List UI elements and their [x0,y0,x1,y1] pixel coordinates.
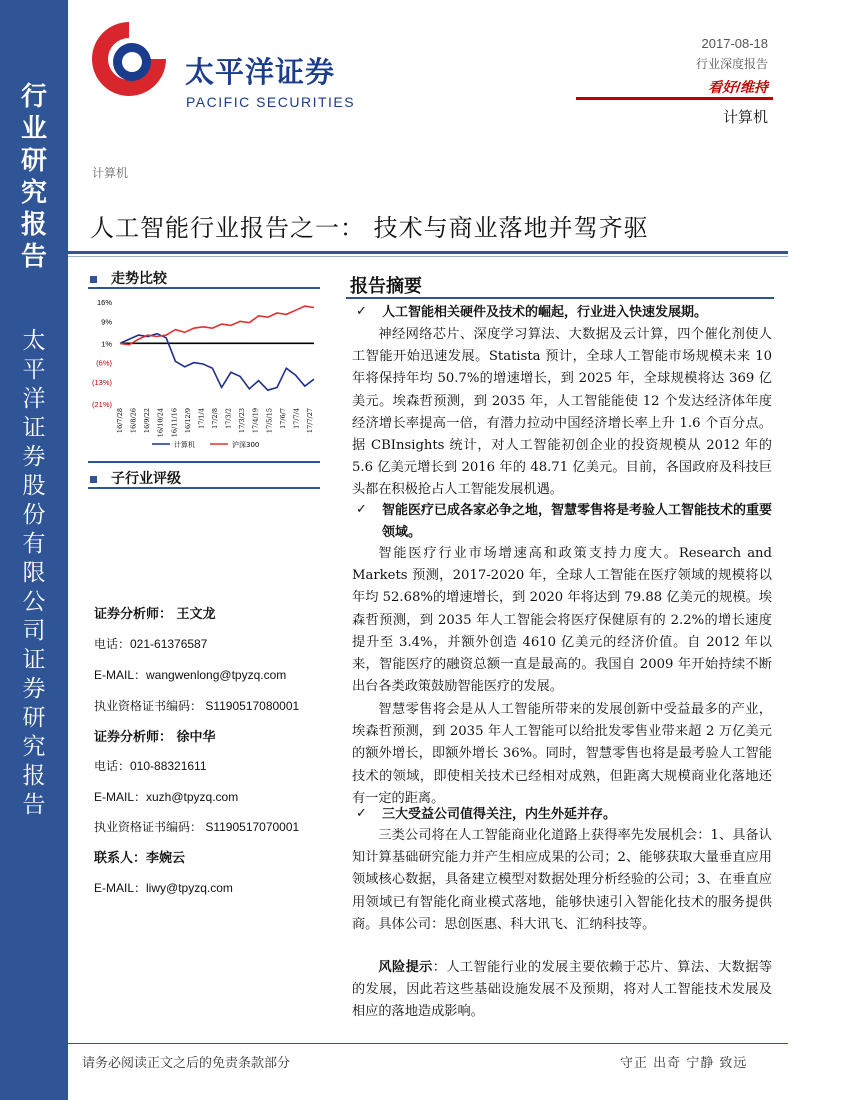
analyst-1-phone: 电话：021-61376587 [94,637,208,651]
disclaimer-note: 请务必阅读正文之后的免责条款部分 [82,1056,291,1071]
side-company-char: 平 [22,357,46,383]
side-company-char: 太 [22,328,46,354]
summary-point-2: 智能医疗已成各家必争之地，智慧零售将是考验人工智能技术的重要领域。 [382,503,773,540]
risk-text: ：人工智能行业的发展主要依赖于芯片、算法、大数据等的发展，因此若这些基础设施发展不及预期，将对人工智能技术发展及相应的落地造成影响。 [352,960,773,1020]
y-tick-label: (21%) [91,400,112,409]
x-tick-label: 16/10/24 [156,408,165,438]
side-report-char: 业 [20,114,47,144]
x-tick-label: 17/4/19 [251,408,260,434]
analyst-2-email[interactable]: E-MAIL：xuzh@tpyzq.com [94,790,239,804]
x-tick-label: 17/2/8 [211,408,219,429]
contact-name: 联系人：李婉云 [94,851,186,866]
legend-label: 沪深300 [232,441,260,449]
report-date: 2017-08-18 [701,36,768,51]
side-report-label [0,84,68,276]
side-company-char: 有 [22,531,46,557]
summary-point-1: 人工智能相关硬件及技术的崛起，行业进入快速发展期。 [382,305,708,320]
series-line [120,334,314,391]
trend-section-bottom-rule [88,461,320,463]
summary-rule [346,297,774,299]
page-title: 人工智能行业报告之一： 技术与商业落地并驾齐驱 [90,214,649,242]
x-tick-label: 16/8/26 [129,408,138,434]
risk-paragraph [352,957,772,1024]
industry-breadcrumb: 计算机 [92,166,129,180]
x-tick-label: 17/3/23 [238,408,247,434]
square-bullet-icon [90,476,97,483]
x-tick-label: 17/3/2 [224,408,233,429]
analyst-1-license: 执业资格证书编码： S1190517080001 [94,699,300,713]
side-company-char: 限 [22,560,46,586]
analyst-1-email[interactable]: E-MAIL：wangwenlong@tpyzq.com [94,668,287,682]
square-bullet-icon [90,276,97,283]
brand-name-cn: 太平洋证券 [185,55,336,89]
check-icon: ✓ [356,806,367,821]
trend-chart [84,292,324,452]
pacific-logo-icon [88,18,170,100]
y-tick-label: (13%) [91,377,112,387]
side-report-char: 报 [20,210,47,240]
trend-section-rule [88,287,320,289]
series-line [120,306,314,345]
y-tick-label: 1% [101,339,112,349]
analyst-2-phone: 电话：010-88321611 [94,759,207,773]
analyst-1-name: 证券分析师： 王文龙 [94,607,216,622]
side-report-char: 告 [20,242,47,272]
industry-label: 计算机 [722,109,768,126]
header-red-rule [576,97,773,100]
x-tick-label: 16/12/9 [183,408,192,434]
x-tick-label: 17/6/7 [278,408,287,429]
x-tick-label: 16/11/16 [170,408,179,438]
side-company-char: 证 [22,415,46,441]
side-company-char: 证 [22,647,46,673]
side-company-char: 股 [22,473,46,499]
side-company-char: 告 [22,792,46,818]
check-icon: ✓ [356,304,367,319]
summary-heading: 报告摘要 [350,276,422,297]
side-report-char: 研 [20,146,47,176]
subindustry-section-heading: 子行业评级 [90,468,181,488]
title-rule-thin [68,256,788,257]
title-rule [68,251,788,254]
trend-section-heading: 走势比较 [90,268,167,288]
x-tick-label: 17/5/15 [265,408,274,434]
side-company-char: 洋 [22,386,46,412]
analyst-2-name: 证券分析师： 徐中华 [94,730,216,745]
summary-paragraph-3: 智慧零售将会是从人工智能所带来的发展创新中受益最多的产业，埃森哲预测，到 2035 年人工智能可以给批发零售业带来超 2 万亿美元的额外增长，即额外增长 36%。同时，智慧零售也将是最考验人工智能技术的领域，即使相关技术已经相对成熟，但距离大规模商业化落地还有一定的距离。 [352,702,772,806]
side-company-char: 研 [22,705,46,731]
y-tick-label: 16% [96,298,112,307]
side-company-char: 究 [22,734,46,760]
summary-paragraph-2: 智能医疗行业市场增速高和政策支持力度大。Research and Markets 预测，2017-2020 年，全球人工智能在医疗领域的规模将以年均 52.68%的增速增长，到 2020 年将达到 79.88 亿美元的规模。埃森哲预测，到 2035 年人工智能会将医疗保健原有的 2.2%的增长速度提升至 3.4%，并额外创造 4610 亿美元的经济价值。自 2012 年以来，智能医疗的融资总额一直是最高的。我国自 2009 年开始持续不断出台各类政策鼓励智能医疗的发展。 [352,546,772,695]
x-tick-label: 17/7/4 [292,408,301,429]
x-tick-label: 16/7/28 [116,408,124,434]
check-icon: ✓ [356,502,367,517]
brand-name-en: PACIFIC SECURITIES [186,94,356,110]
summary-paragraph-1: 神经网络芯片、深度学习算法、大数据及云计算，四个催化剂使人工智能开始迅速发展。Statista 预计，全球人工智能市场规模未来 10 年将保持年均 50.7%的增速增长，到 2025 年，全球规模将达 369 亿美元。埃森哲预测，到 2035 年，人工智能能使 12 个发达经济体年度经济增长率提高一倍，有潜力拉动中国经济增长率上升 1.6 个百分点。据 CBInsights 统计，对人工智能初创企业的投资规模从 2012 年的 5.6 亿美元增长到 2016 年的 48.71 亿美元。目前，各国政府及科技巨头都在积极抢占人工智能发展机遇。 [352,327,772,498]
y-tick-label: 9% [101,317,112,327]
footer-rule [68,1043,788,1044]
contact-email[interactable]: E-MAIL：liwy@tpyzq.com [94,881,233,895]
side-report-char: 行 [20,82,47,112]
side-company-char: 报 [22,763,46,789]
side-report-char: 究 [20,178,47,208]
company-motto: 守正 出奇 宁静 致远 [620,1056,748,1071]
side-company-char: 券 [22,444,46,470]
legend-label: 计算机 [174,441,195,449]
summary-point-3: 三大受益公司值得关注，内生外延并存。 [382,807,617,822]
x-tick-label: 17/7/27 [306,408,314,434]
side-company-char: 券 [22,676,46,702]
y-tick-label: (6%) [96,358,112,368]
summary-paragraph-4: 三类公司将在人工智能商业化道路上获得率先发展机会：1、具备认知计算基础研究能力并产生相应成果的公司；2、能够获取大量垂直应用领域核心数据，具备建立模型对数据处理分析经验的公司；3、在垂直应用领域已有智能化商业模式落地，能够快速引入智能化技术的服务提供商。具体公司：思创医惠、科大讯飞、汇纳科技等。 [352,828,772,932]
rating-badge: 看好/维持 [708,79,768,95]
risk-label: 风险提示 [378,960,433,975]
analyst-2-license: 执业资格证书编码： S1190517070001 [94,820,300,834]
subindustry-section-rule [88,487,320,489]
x-tick-label: 16/9/22 [143,408,152,434]
report-type: 行业深度报告 [695,57,768,71]
side-company-label [0,330,68,823]
side-company-char: 份 [22,502,46,528]
x-tick-label: 17/1/4 [197,408,206,429]
side-company-char: 司 [22,618,46,644]
side-company-char: 公 [22,589,46,615]
